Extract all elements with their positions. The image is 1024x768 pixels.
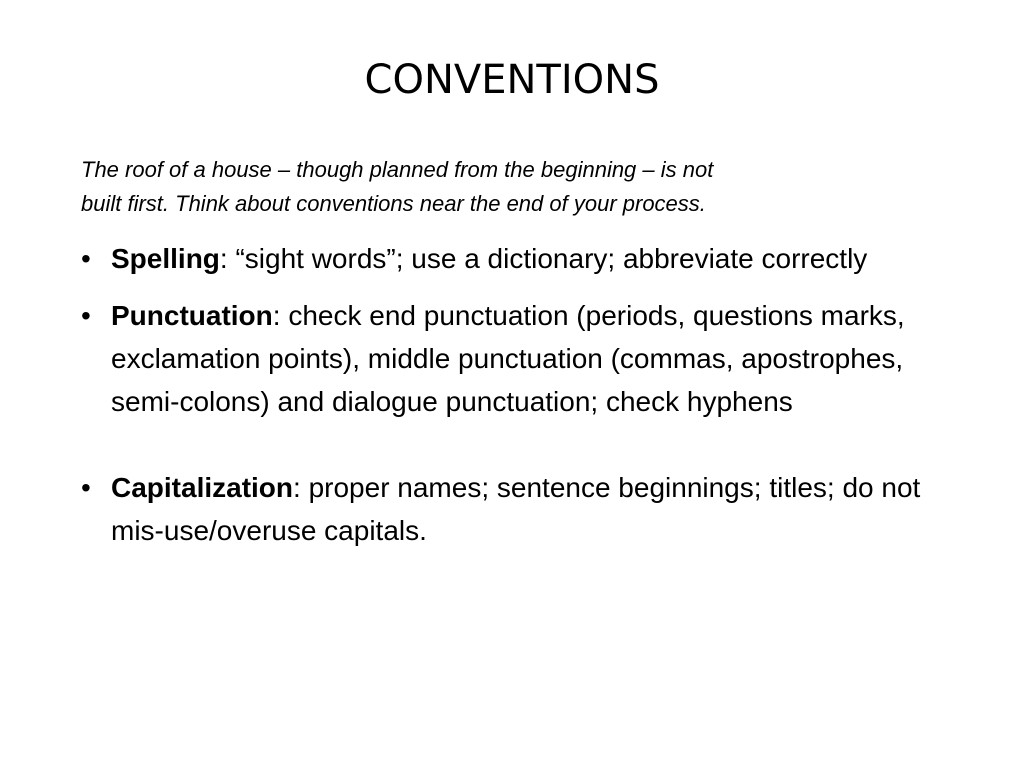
bullet-text: : “sight words”; use a dictionary; abbreviate correctly [219, 243, 868, 274]
bullet-term: Capitalization [111, 472, 294, 503]
bullet-term: Spelling [111, 243, 220, 274]
bullet-text: : check end punctuation (periods, questions marks, exclamation points), middle punctuation (commas, apostrophes, semi-colons) and dialogue punctuation; check hyphens [111, 300, 905, 417]
bullet-dot-icon: • [81, 472, 91, 503]
bullet-dot-icon: • [81, 300, 91, 331]
bullet-spelling [81, 237, 961, 280]
bullet-dot-icon: • [81, 243, 91, 274]
bullet-term: Punctuation [111, 300, 273, 331]
bullet-list [81, 237, 961, 552]
intro-text [81, 153, 941, 221]
bullet-punctuation [81, 294, 961, 423]
slide-title: CONVENTIONS [364, 57, 660, 103]
bullet-text: : proper names; sentence beginnings; titles; do not mis-use/overuse capitals. [111, 472, 921, 546]
intro-line-1: The roof of a house – though planned from the beginning – is not [81, 157, 714, 182]
intro-line-2: built first. Think about conventions near the end of your process. [81, 191, 706, 216]
bullet-capitalization [81, 466, 961, 552]
